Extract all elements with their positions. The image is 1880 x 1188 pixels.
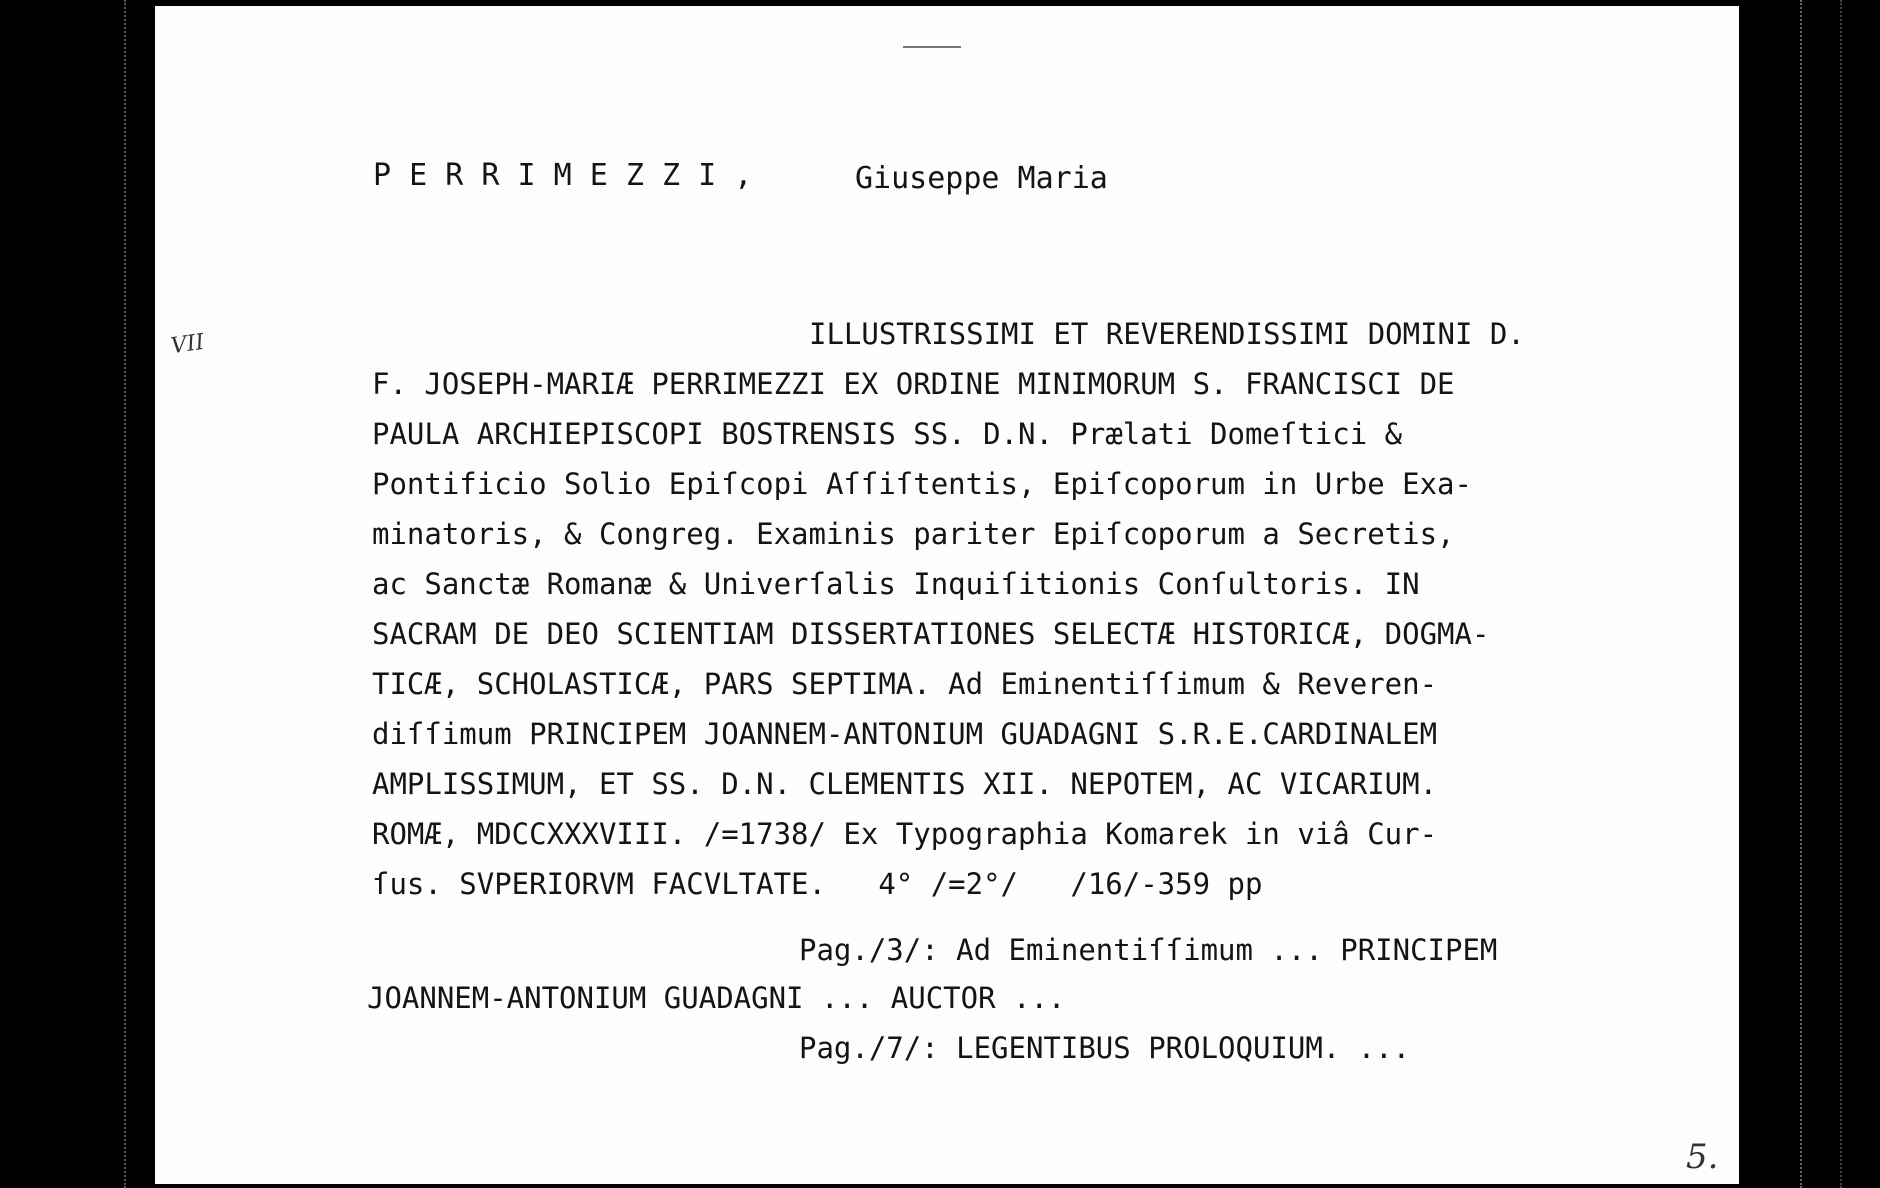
margin-note-handwritten: VII [169,329,206,360]
entry-line-1: ILLUSTRISSIMI ET REVERENDISSIMI DOMINI D. [809,317,1525,351]
entry-line-4: Pontificio Solio Epiſcopi Aſſiſtentis, Epiſcoporum in Urbe Exa- [372,467,1472,501]
contents-line-2: JOANNEM-ANTONIUM GUADAGNI ... AUCTOR ... [367,981,1066,1015]
entry-line-2: F. JOSEPH-MARIÆ PERRIMEZZI EX ORDINE MINIMORUM S. FRANCISCI DE [372,367,1455,401]
left-scan-edge-marks [124,0,126,1188]
entry-line-9: diſſimum PRINCIPEM JOANNEM-ANTONIUM GUADAGNI S.R.E.CARDINALEM [372,717,1438,751]
top-smudge-mark [903,46,961,48]
right-scan-edge-marks-2 [1840,0,1842,1188]
entry-line-10: AMPLISSIMUM, ET SS. D.N. CLEMENTIS XII. NEPOTEM, AC VICARIUM. [372,767,1438,801]
heading-surname: P E R R I M E Z Z I , [373,158,753,193]
entry-line-8: TICÆ, SCHOLASTICÆ, PARS SEPTIMA. Ad Eminentiſſimum & Reveren- [372,667,1438,701]
right-scan-edge-marks [1800,0,1802,1188]
catalog-card [155,6,1739,1184]
contents-line-1: Pag./3/: Ad Eminentiſſimum ... PRINCIPEM [799,933,1498,967]
entry-line-3: PAULA ARCHIEPISCOPI BOSTRENSIS SS. D.N. Prælati Domeſtici & [372,417,1403,451]
entry-line-5: minatoris, & Congreg. Examinis pariter Epiſcoporum a Secretis, [372,517,1455,551]
card-number-handwritten: 5. [1686,1137,1719,1177]
entry-line-7: SACRAM DE DEO SCIENTIAM DISSERTATIONES SELECTÆ HISTORICÆ, DOGMA- [372,617,1490,651]
contents-line-3: Pag./7/: LEGENTIBUS PROLOQUIUM. ... [799,1031,1411,1065]
entry-line-11: ROMÆ, MDCCXXXVIII. /=1738/ Ex Typographia Komarek in viâ Cur- [372,817,1438,851]
entry-line-6: ac Sanctæ Romanæ & Univerſalis Inquiſitionis Conſultoris. IN [372,567,1420,601]
entry-line-12: ſus. SVPERIORVM FACVLTATE. 4° /=2°/ /16/-359 pp [372,867,1263,901]
heading-forenames: Giuseppe Maria [855,161,1108,196]
